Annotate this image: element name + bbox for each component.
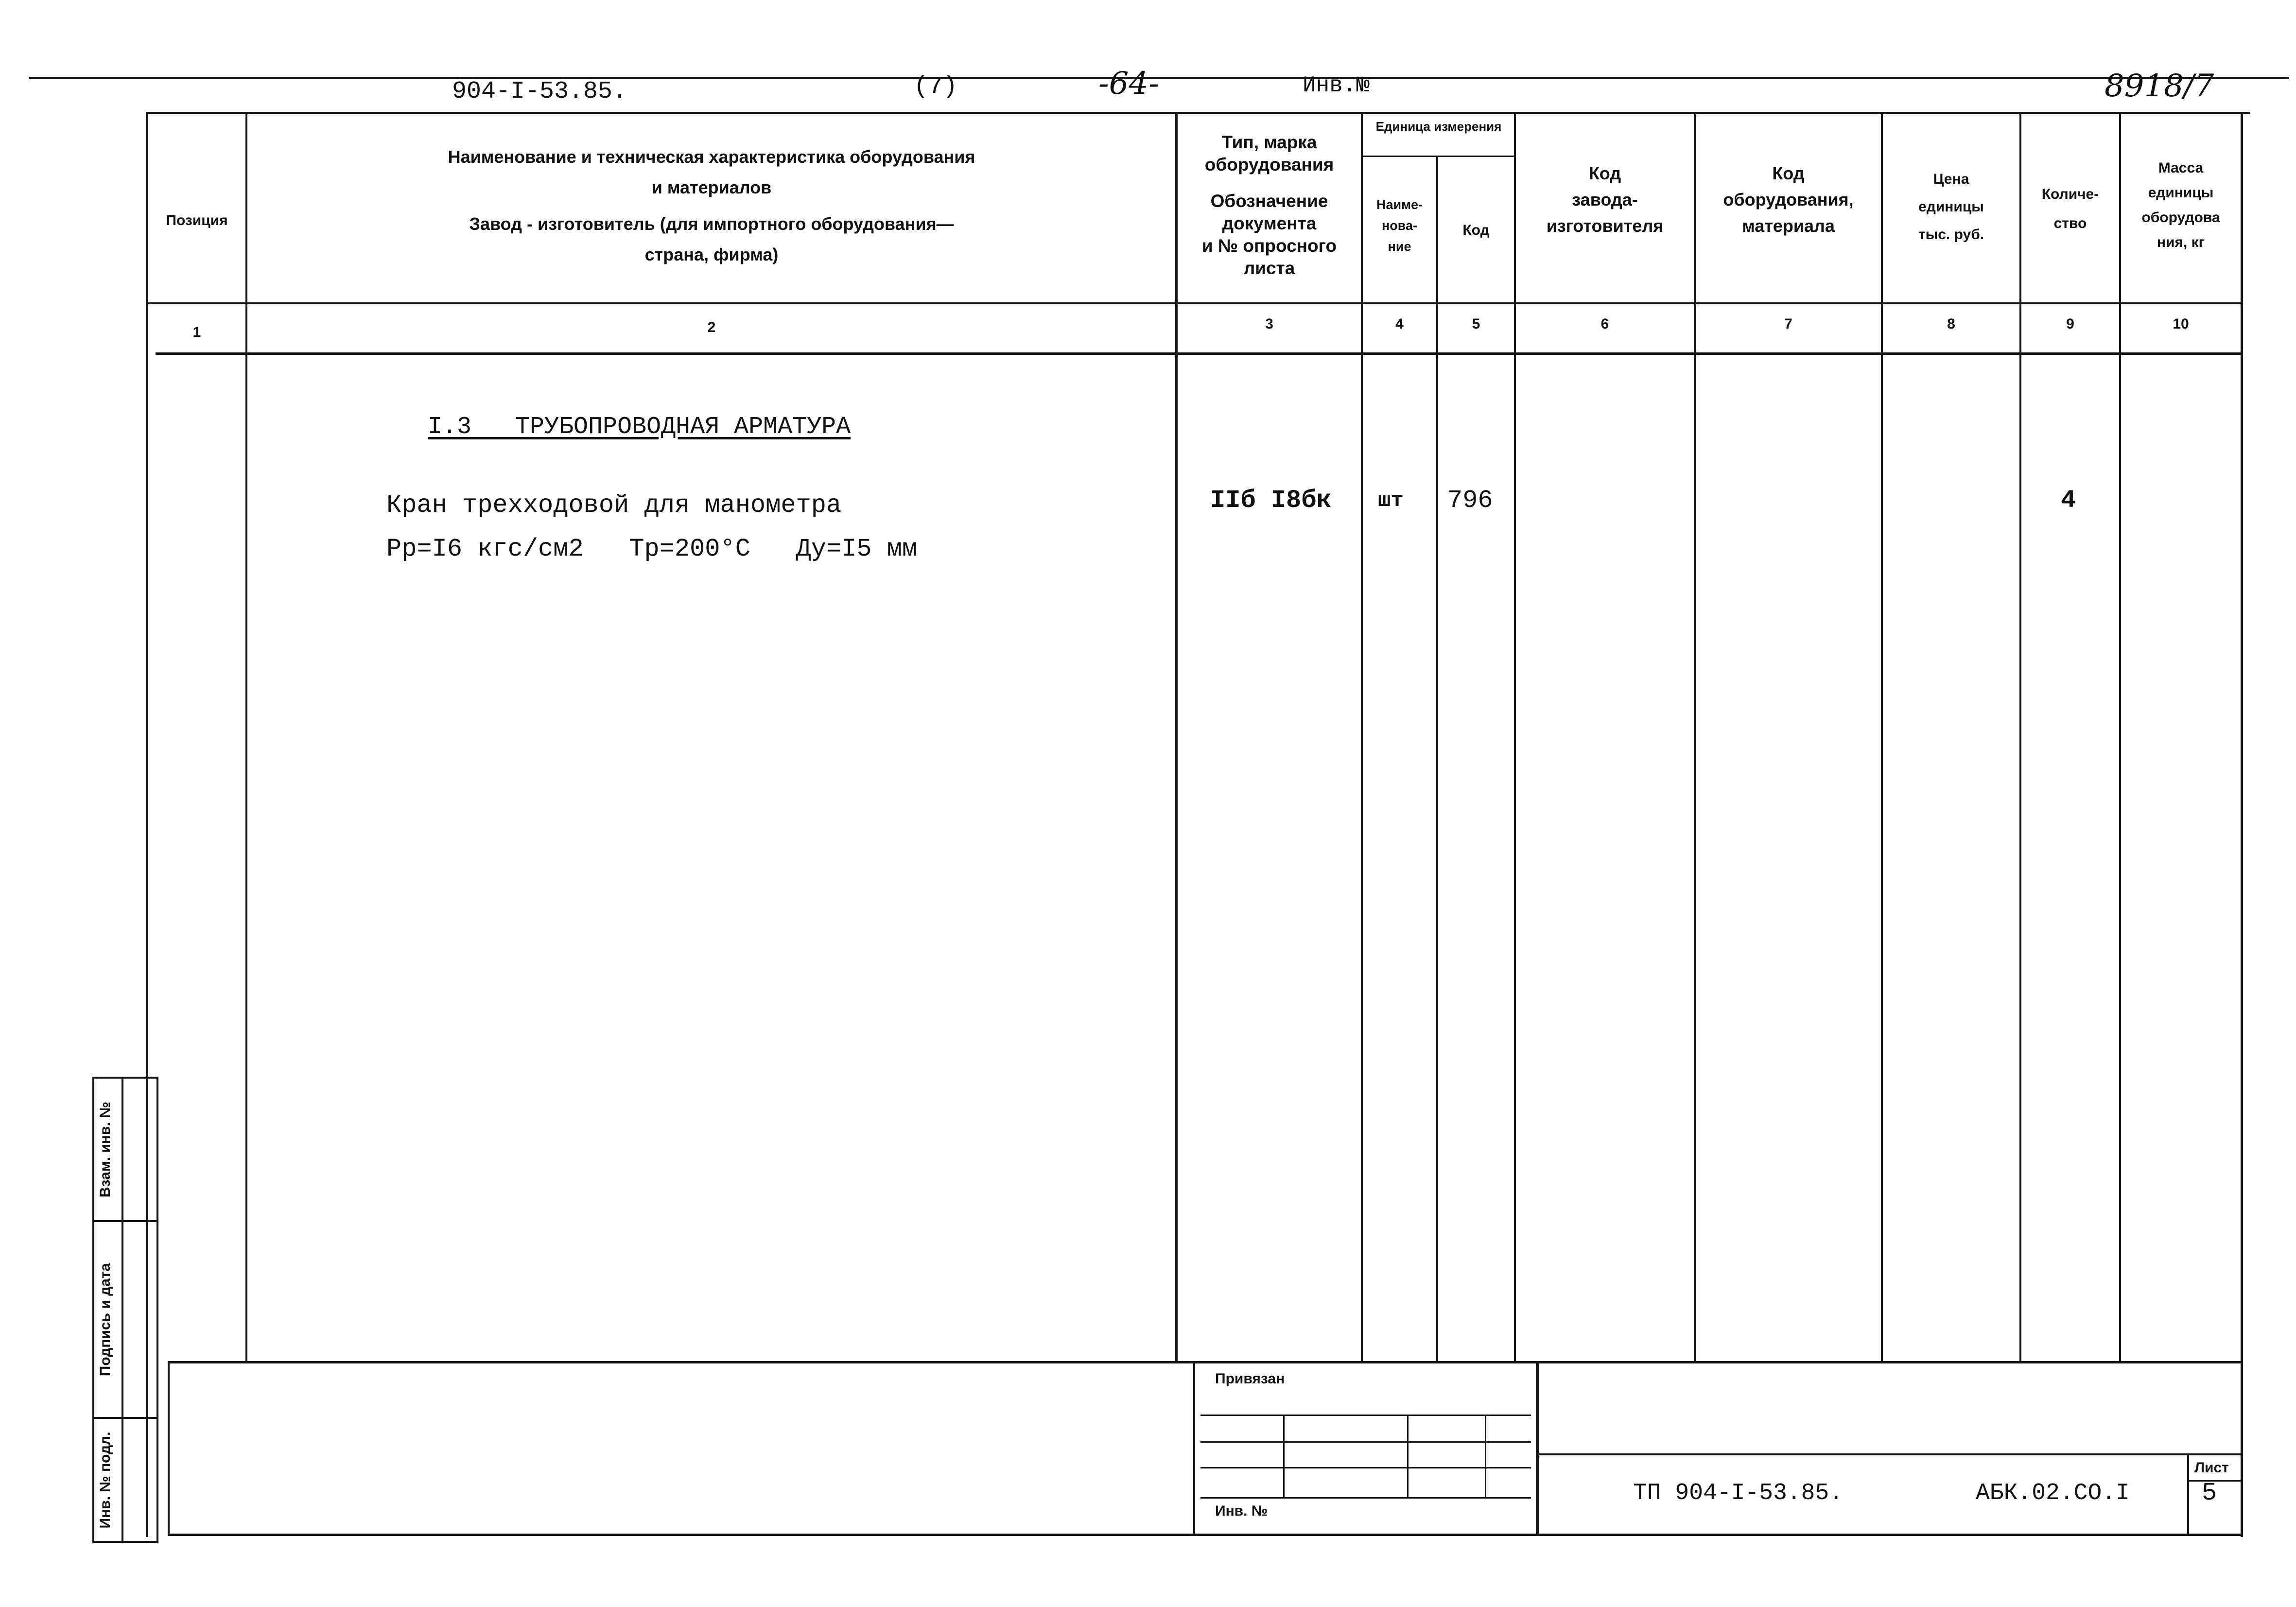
header-col4-line1: Наиме- [1376, 197, 1423, 212]
header-col3-line2: оборудования [1204, 155, 1334, 175]
stamp-row-2 [1200, 1441, 1531, 1443]
table-top-border [146, 112, 2250, 114]
header-col7-line3: материала [1742, 216, 1835, 236]
header-col9-line1: Количе- [2041, 186, 2099, 202]
header-col2-line3: Завод - изготовитель (для импортного оборудования— [469, 214, 954, 234]
title-block-bottom [168, 1534, 2243, 1536]
side-stamp-podpis: Подпись и дата [97, 1263, 113, 1377]
col-sep-3 [1361, 113, 1363, 1362]
header-col2-line2: и материалов [651, 177, 772, 197]
title-block-left-edge [168, 1361, 170, 1536]
col-sep-4 [1436, 156, 1438, 1362]
header-unit-group: Единица измерения [1375, 119, 1502, 134]
colnum-4: 4 [1395, 316, 1404, 332]
col-sep-9 [2119, 113, 2121, 1362]
col-sep-7 [1881, 113, 1883, 1362]
colnum-8: 8 [1947, 316, 1955, 332]
doc-code: ТП 904-I-53.85. [1633, 1480, 1844, 1506]
col-sep-6 [1694, 113, 1696, 1362]
header-col8-line1: Цена [1933, 171, 1969, 187]
unit-group-underline [1361, 156, 1514, 157]
header-col4-line2: нова- [1381, 218, 1418, 233]
top-border-line [29, 77, 2289, 79]
header-col6-line1: Код [1588, 163, 1621, 183]
item-spec: Рр=I6 кгс/см2 Тр=200°С Ду=I5 мм [386, 535, 918, 563]
header-col10-line1: Масса [2158, 160, 2204, 176]
colnum-2: 2 [707, 319, 716, 335]
colnum-3: 3 [1265, 316, 1273, 332]
header-col2 [248, 146, 1175, 265]
side-strip-right [157, 1077, 158, 1543]
colnum-6: 6 [1600, 316, 1609, 332]
header-col3 [1178, 131, 1361, 280]
header-col5: Код [1462, 222, 1490, 238]
stamp-col-3 [1485, 1415, 1486, 1497]
header-col6 [1516, 160, 1694, 239]
header-col7-line2: оборудования, [1723, 190, 1854, 210]
stamp-row-3 [1200, 1467, 1531, 1468]
header-col3-line3: Обозначение [1210, 191, 1328, 211]
doc-mark: АБК.02.СО.I [1976, 1480, 2130, 1506]
table-right-border [2241, 113, 2243, 1537]
side-strip-left [92, 1077, 94, 1543]
item-qty: 4 [2061, 486, 2076, 515]
header-col10-line4: ния, кг [2157, 234, 2205, 250]
header-col10-line2: единицы [2148, 185, 2214, 201]
colnum-bottom-line [156, 352, 2243, 355]
header-col3-line4: документа [1222, 213, 1317, 233]
header-col10-line3: оборудова [2141, 210, 2220, 226]
col-sep-1 [245, 113, 247, 1362]
side-strip-mid [122, 1077, 123, 1543]
header-col6-line2: завода- [1572, 190, 1638, 210]
header-col6-line3: изготовителя [1546, 216, 1664, 236]
colnum-7: 7 [1784, 316, 1792, 332]
header-col8 [1883, 165, 2019, 248]
header-col8-line3: тыс. руб. [1918, 227, 1984, 243]
item-unit-code: 796 [1447, 486, 1493, 515]
archive-number: 8918/7 [2105, 68, 2214, 104]
col-sep-2 [1175, 113, 1178, 1362]
title-inner-line [1539, 1453, 2243, 1455]
header-col10 [2121, 156, 2241, 255]
colnum-1: 1 [192, 324, 201, 340]
col-sep-5 [1514, 113, 1516, 1362]
side-stamp-vzam: Взам. инв. № [97, 1101, 113, 1198]
stamp-box-right [1536, 1361, 1539, 1536]
stamp-box-left [1193, 1361, 1195, 1536]
stamp-row-4 [1200, 1497, 1531, 1499]
sheet-box-left [2187, 1453, 2189, 1534]
sheet-ref: (7) [914, 73, 958, 101]
stamp-row-1 [1200, 1415, 1531, 1416]
item-type: IIб I8бк [1210, 486, 1332, 515]
colnum-5: 5 [1472, 316, 1480, 332]
header-col4 [1363, 194, 1436, 258]
header-bottom-line [146, 302, 2243, 304]
header-col8-line2: единицы [1918, 199, 1984, 215]
inv-no-label: Инв. № [1215, 1503, 1268, 1519]
header-col9 [2021, 180, 2119, 238]
inv-label: Инв.№ [1303, 73, 1370, 98]
sheet-number: 5 [2202, 1479, 2217, 1507]
title-block-top [168, 1361, 2243, 1363]
page-number: -64- [1098, 66, 1159, 102]
header-col9-line2: ство [2053, 215, 2087, 231]
side-stamp-inv-podl: Инв. № подл. [97, 1432, 113, 1529]
col-sep-8 [2019, 113, 2021, 1362]
section-title: I.3 ТРУБОПРОВОДНАЯ АРМАТУРА [428, 413, 851, 441]
header-col7-line1: Код [1772, 163, 1805, 183]
header-col2-line4: страна, фирма) [644, 245, 779, 264]
stamp-col-1 [1283, 1415, 1285, 1497]
sheet-label: Лист [2194, 1460, 2229, 1476]
colnum-10: 10 [2173, 316, 2189, 332]
header-col3-line6: листа [1243, 258, 1295, 279]
header-col3-line5: и № опросного [1201, 236, 1337, 256]
header-col1: Позиция [166, 212, 228, 228]
project-code: 904-I-53.85. [452, 78, 627, 105]
header-col2-line1: Наименование и техническая характеристика оборудования [448, 147, 975, 167]
item-name: Кран трехходовой для манометра [386, 491, 842, 520]
header-col3-line1: Тип, марка [1221, 132, 1317, 152]
privyazan-label: Привязан [1215, 1371, 1285, 1387]
colnum-9: 9 [2066, 316, 2074, 332]
item-unit: шт [1378, 489, 1404, 513]
header-col7 [1696, 160, 1881, 239]
stamp-col-2 [1407, 1415, 1409, 1497]
header-col4-line3: ние [1388, 239, 1411, 254]
